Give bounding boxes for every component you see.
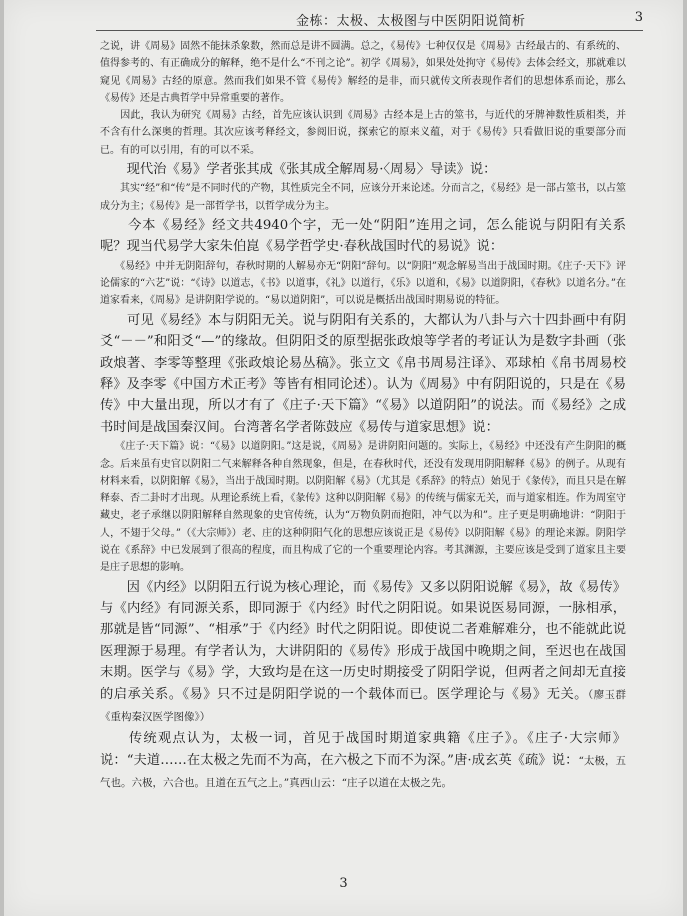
paragraph-text: 因《内经》以阴阳五行说为核心理论，而《易传》又多以阴阳说解《易》，故《易传》与《内经》有同源关系，即同源于《内经》时代之阴阳说。如果说医易同源，一脉相承，那就是皆“同源”、“相承”于《内经》时代之阴阳说。即使说二者难解难分，也不能就此说医理源于易理。有学者认为，大讲阴阳的《易传》形成于战国中晚期之间，至迟也在战国末期。医学与《易》学，大致均是在这一历史时期接受了阴阳学说，但两者之间却无直接的启承关系。《易》只不过是阴阳学说的一个载体而已。医学理论与《易》无关。 <box>100 579 626 702</box>
inline-quote: “太极，五气也。六极，六合也。且道在五气之上。”真西山云：“庄子以道在太极之先。 <box>100 754 627 790</box>
quote-paragraph: 《易经》中并无阴阳辞句，春秋时期的人解易亦无“阴阳”辞句。以“阴阳”观念解易当出于战国时期。《庄子·天下》评论儒家的“六艺”说：“《诗》以道志，《书》以道事，《礼》以道行，《乐》以道和，《易》以道阴阳，《春秋》以道名分。”在道家看来，《周易》是讲阴阳学说的。“易以道阴阳”，可以说是概括出战国时期易说的特征。 <box>100 260 626 307</box>
quote-paragraph: 《庄子·天下篇》说：“《易》以道阴阳。”这是说，《周易》是讲阴阳问题的。实际上，《易经》中还没有产生阴阳的概念。后来虽有史官以阴阳二气来解释各种自然现象，但是，在春秋时代，还没有发现用阴阳解释《易》的例子。从现有材料来看，以阴阳解《易》，当出于战国时期。以阴阳解《易》（尤其是《系辞》的特点）始见于《彖传》，而且只是在解释泰、否二卦时才出现。从理论系统上看，《彖传》这种以阴阳解《易》的传统与儒家无关，而与道家相连。作为周室守藏史，老子承继以阴阳解释自然现象的史官传统，认为“万物负阴而抱阳，冲气以为和”。庄子更是明确地讲：“阴阳于人，不翅于父母。”（《大宗师》）老、庄的这种阴阳气化的思想应该说正是《易传》以阴阳解《易》的理论来源。阴阳学说在《系辞》中已发展到了很高的程度，而且构成了它的一个重要理论内容。考其渊源，主要应该是受到了道家且主要是庄子思想的影响。 <box>100 441 626 574</box>
quote-paragraph: 其实“经”和“传”是不同时代的产物，其性质完全不同，应该分开来论述。分而言之，《易经》是一部占筮书，以占筮成分为主；《易传》是一部哲学书，以哲学成分为主。 <box>100 183 626 212</box>
running-header <box>96 8 643 31</box>
body-paragraph <box>100 577 626 729</box>
body-paragraph: 现代治《易》学者张其成《张其成全解周易·〈周易〉导读》说： <box>100 162 497 178</box>
body-paragraph: 今本《易经》经文共4940个字，无一处“阴阳”连用之词，怎么能说与阴阳有关系呢？现当代易学大家朱伯崑《易学哲学史·春秋战国时代的易说》说： <box>100 218 626 255</box>
footer-page-number: 3 <box>339 876 348 891</box>
page <box>4 0 683 916</box>
quote-paragraph: 之说，讲《周易》固然不能抹杀象数，然而总是讲不圆满。总之，《易传》七种仅仅是《周易》古经最古的、有系统的、值得参考的、有正确成分的解释，绝不是什么“不刊之论”。初学《周易》，如果处处拘守《易传》去体会经文，那就难以窥见《周易》古经的原意。然而我们如果不管《易传》解经的是非，而只就传文所表现作者们的思想体系而论，那么《易传》还是古典哲学中异常重要的著作。 <box>100 41 626 104</box>
header-page-number: 3 <box>634 10 643 25</box>
paragraph-text: 传统观点认为，太极一词，首见于战国时期道家典籍《庄子》。《庄子·大宗师》说：“夫道……在太极之先而不为高，在六极之下而不为深。”唐·成玄英《疏》说： <box>100 731 626 768</box>
header-title: 金栋：太极、太极图与中医阴阳说简析 <box>296 14 526 29</box>
text-body <box>100 38 626 795</box>
quote-paragraph: 因此，我认为研究《周易》古经，首先应该认识到《周易》古经本是上古的筮书，与近代的牙牌神数性质相类，并不含有什么深奥的哲理。其次应该考释经文，参阅旧说，探索它的原来义蕴，对于《易传》只看做旧说的重要部分而已。有的可以引用，有的可以不采。 <box>100 110 626 156</box>
citation-note: （廖玉群《重构秦汉医学图像》） <box>100 688 626 724</box>
body-paragraph <box>100 728 626 794</box>
body-paragraph: 可见《易经》本与阴阳无关。说与阴阳有关系的，大都认为八卦与六十四卦画中有阴爻“－－”和阳爻“—”的缘故。但阴阳爻的原型据张政烺等学者的考证认为是数字卦画（张政烺著、李零等整理《张政烺论易丛稿》。张立文《帛书周易注译》、邓球柏《帛书周易校释》及李零《中国方术正考》等皆有相同论述）。认为《周易》中有阴阳说的，只是在《易传》中大量出现，所以才有了《庄子·天下篇》“《易》以道阴阳”的说法。而《易经》之成书时间是战国秦汉间。台湾著名学者陈鼓应《易传与道家思想》说： <box>100 312 626 435</box>
